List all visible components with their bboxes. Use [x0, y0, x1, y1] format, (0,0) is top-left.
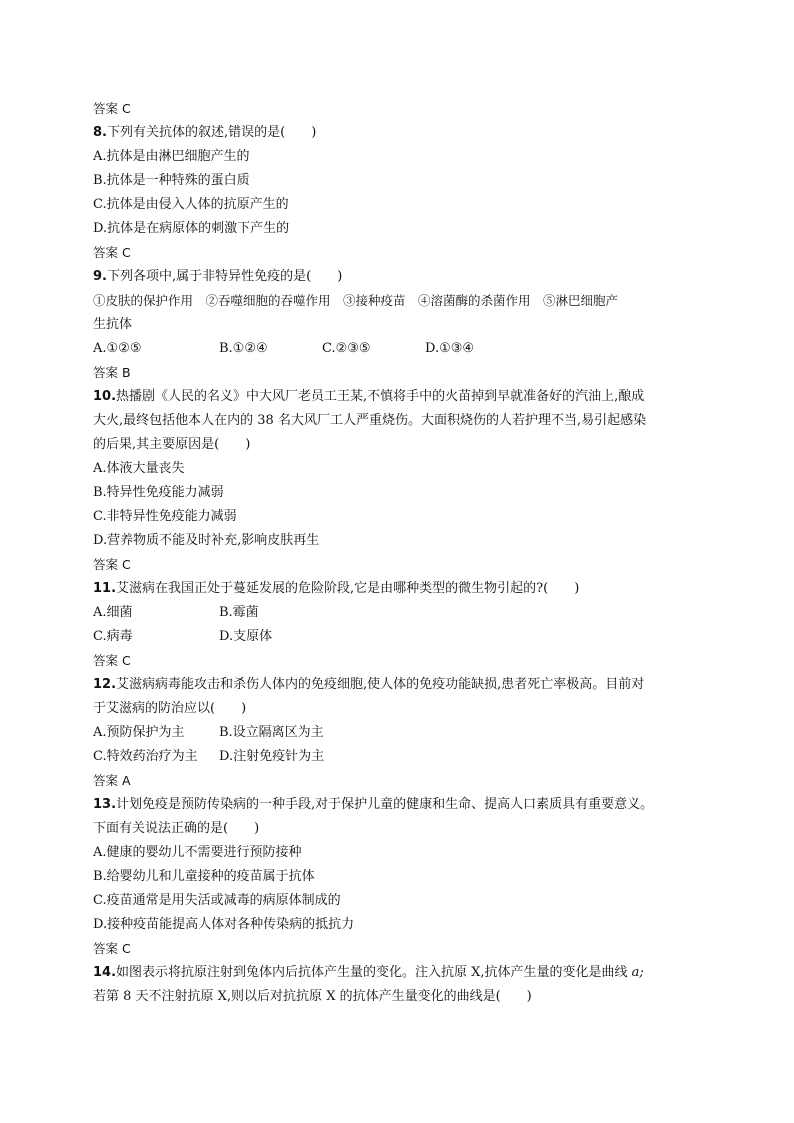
question-number: 10.: [93, 389, 117, 404]
option-9c: C.②③⑤: [322, 341, 371, 356]
question-number: 13.: [93, 797, 117, 812]
question-number: 11.: [93, 581, 117, 596]
option-13d: D.接种疫苗能提高人体对各种传染病的抵抗力: [93, 917, 355, 932]
question-13: [93, 797, 653, 813]
question-8: [93, 125, 316, 141]
option-13b: B.给婴幼儿和儿童接种的疫苗属于抗体: [93, 869, 315, 884]
option-8c: C.抗体是由侵入人体的抗原产生的: [93, 197, 289, 212]
question-10: [93, 389, 644, 405]
question-stem: 下列各项中,属于非特异性免疫的是( ): [106, 269, 343, 284]
option-8b: B.抗体是一种特殊的蛋白质: [93, 173, 250, 188]
option-13a: A.健康的婴幼儿不需要进行预防接种: [93, 845, 302, 860]
question-13-line-2: 下面有关说法正确的是( ): [93, 821, 260, 836]
answer-9: 答案 B: [93, 365, 131, 380]
question-stem: 热播剧《人民的名义》中大风厂老员工王某,不慎将手中的火苗掉到早就准备好的汽油上,酿成: [116, 389, 645, 404]
option-9a: A.①②⑤: [93, 341, 142, 356]
question-9-items-line-1: ①皮肤的保护作用 ②吞噬细胞的吞噬作用 ③接种疫苗 ④溶菌酶的杀菌作用 ⑤淋巴细胞产: [93, 293, 619, 308]
question-stem: 如图表示将抗原注射到兔体内后抗体产生量的变化。注入抗原 X,抗体产生量的变化是曲线: [116, 965, 628, 980]
option-10d: D.营养物质不能及时补充,影响皮肤再生: [93, 533, 320, 548]
answer-10: 答案 C: [93, 557, 131, 572]
option-11a: A.细菌: [93, 605, 133, 620]
answer-8: 答案 C: [93, 245, 131, 260]
option-11c: C.病毒: [93, 629, 133, 644]
answer-13: 答案 C: [93, 941, 131, 956]
option-9d: D.①③④: [425, 341, 475, 356]
question-number: 9.: [93, 269, 107, 284]
answer-12: 答案 A: [93, 773, 131, 788]
question-12-line-2: 于艾滋病的防治应以( ): [93, 701, 247, 716]
question-number: 12.: [93, 677, 117, 692]
answer-7: 答案 C: [93, 101, 131, 116]
option-12d: D.注射免疫针为主: [219, 749, 325, 764]
question-10-line-3: 的后果,其主要原因是( ): [93, 437, 251, 452]
option-10b: B.特异性免疫能力减弱: [93, 485, 224, 500]
option-11b: B.霉菌: [219, 605, 259, 620]
option-11d: D.支原体: [219, 629, 273, 644]
question-stem: 艾滋病在我国正处于蔓延发展的危险阶段,它是由哪种类型的微生物引起的?( ): [116, 581, 580, 596]
option-8a: A.抗体是由淋巴细胞产生的: [93, 149, 250, 164]
answer-11: 答案 C: [93, 653, 131, 668]
option-12a: A.预防保护为主: [93, 725, 185, 740]
question-stem: 下列有关抗体的叙述,错误的是( ): [106, 125, 317, 140]
question-number: 8.: [93, 125, 107, 140]
question-9-items-line-2: 生抗体: [93, 317, 133, 332]
option-9b: B.①②④: [219, 341, 268, 356]
question-14: [93, 965, 644, 981]
question-9: [93, 269, 342, 285]
option-12b: B.设立隔离区为主: [219, 725, 324, 740]
question-14-line-2: 若第 8 天不注射抗原 X,则以后对抗抗原 X 的抗体产生量变化的曲线是( ): [93, 989, 532, 1004]
question-stem: 艾滋病病毒能攻击和杀伤人体内的免疫细胞,使人体的免疫功能缺损,患者死亡率极高。目前对: [116, 677, 645, 692]
option-10a: A.体液大量丧失: [93, 461, 185, 476]
question-number: 14.: [93, 965, 117, 980]
option-8d: D.抗体是在病原体的刺激下产生的: [93, 221, 290, 236]
question-10-line-2: 大火,最终包括他本人在内的 38 名大风厂工人严重烧伤。大面积烧伤的人若护理不当,易引起感染: [93, 413, 647, 428]
option-10c: C.非特异性免疫能力减弱: [93, 509, 237, 524]
question-stem: 计划免疫是预防传染病的一种手段,对于保护儿童的健康和生命、提高人口素质具有重要意义。: [116, 797, 654, 812]
question-11: [93, 581, 579, 597]
curve-variable: a;: [631, 965, 644, 980]
question-12: [93, 677, 644, 693]
option-12c: C.特效药治疗为主: [93, 749, 198, 764]
option-13c: C.疫苗通常是用失活或减毒的病原体制成的: [93, 893, 341, 908]
